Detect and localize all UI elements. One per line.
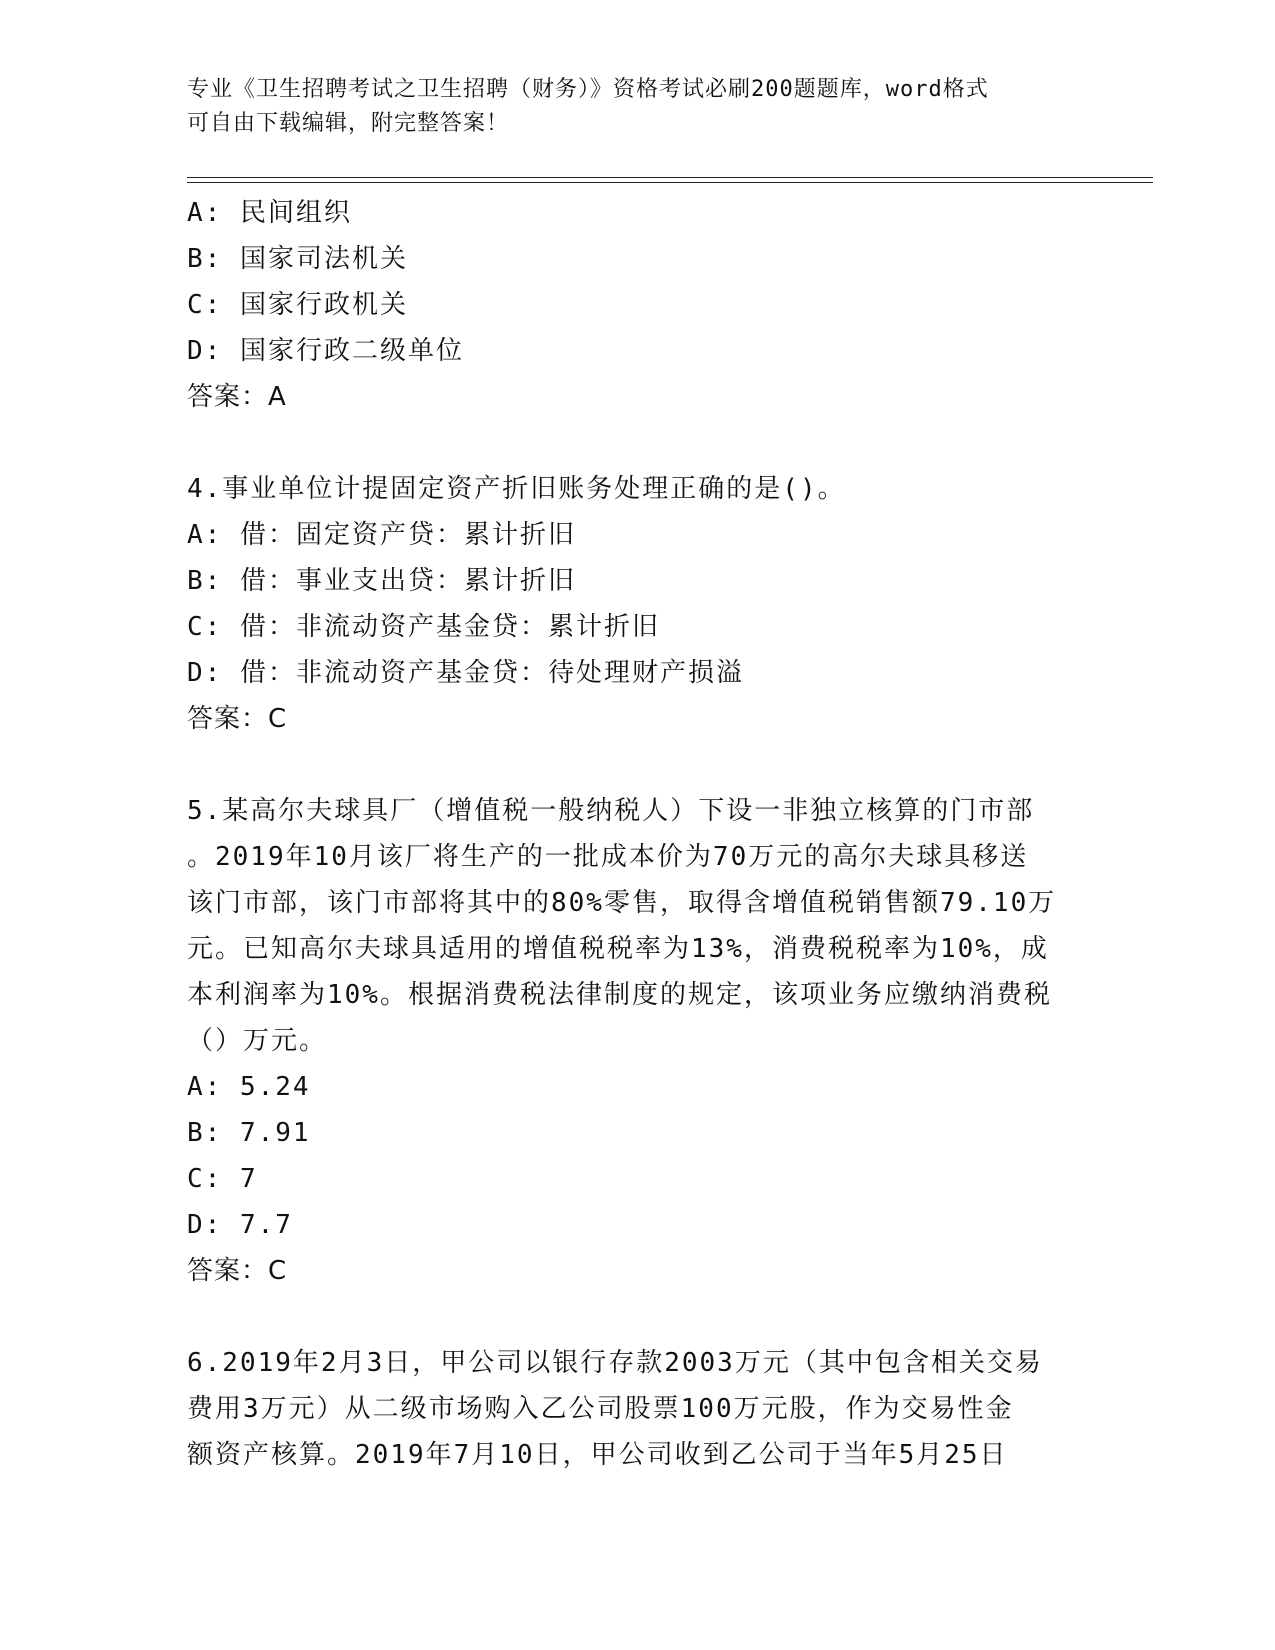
question-stem-line: 元。已知高尔夫球具适用的增值税税率为13%，消费税税率为10%，成	[187, 934, 1049, 964]
option-b: B: 7.91	[187, 1118, 311, 1148]
question-stem-line: （）万元。	[187, 1026, 328, 1056]
question-stem-line: 该门市部，该门市部将其中的80%零售，取得含增值税销售额79.10万	[187, 888, 1057, 918]
question-stem-line: 费用3万元）从二级市场购入乙公司股票100万元股，作为交易性金	[187, 1394, 1014, 1424]
header-divider-top	[187, 177, 1153, 178]
question-3	[187, 190, 1087, 420]
question-stem-line: 。2019年10月该厂将生产的一批成本价为70万元的高尔夫球具移送	[187, 842, 1029, 872]
question-content	[187, 190, 1087, 1478]
header-divider-bottom	[187, 182, 1153, 183]
question-stem-line: 6.2019年2月3日，甲公司以银行存款2003万元（其中包含相关交易	[187, 1348, 1043, 1378]
question-4	[187, 466, 1087, 742]
option-a: A: 民间组织	[187, 198, 352, 228]
answer: 答案：A	[187, 382, 287, 412]
question-stem-line: 额资产核算。2019年7月10日，甲公司收到乙公司于当年5月25日	[187, 1440, 1008, 1470]
spacer	[187, 1294, 1087, 1340]
question-stem-line: 5.某高尔夫球具厂（增值税一般纳税人）下设一非独立核算的门市部	[187, 796, 1035, 826]
answer: 答案：C	[187, 1256, 288, 1286]
question-stem: 4.事业单位计提固定资产折旧账务处理正确的是()。	[187, 474, 846, 504]
question-6	[187, 1340, 1087, 1478]
option-b: B: 国家司法机关	[187, 244, 408, 274]
header-title-line-1: 专业《卫生招聘考试之卫生招聘（财务）》资格考试必刷200题题库，word格式	[187, 77, 989, 102]
header-title-line-2: 可自由下载编辑，附完整答案！	[187, 111, 510, 136]
option-d: D: 借：非流动资产基金贷：待处理财产损溢	[187, 658, 744, 688]
option-b: B: 借：事业支出贷：累计折旧	[187, 566, 576, 596]
answer: 答案：C	[187, 704, 288, 734]
document-header	[187, 73, 1087, 141]
option-c: C: 借：非流动资产基金贷：累计折旧	[187, 612, 660, 642]
option-a: A: 5.24	[187, 1072, 311, 1102]
spacer	[187, 420, 1087, 466]
option-c: C: 国家行政机关	[187, 290, 408, 320]
question-5	[187, 788, 1087, 1294]
option-a: A: 借：固定资产贷：累计折旧	[187, 520, 576, 550]
question-stem-line: 本利润率为10%。根据消费税法律制度的规定，该项业务应缴纳消费税	[187, 980, 1052, 1010]
spacer	[187, 742, 1087, 788]
option-d: D: 7.7	[187, 1210, 293, 1240]
option-d: D: 国家行政二级单位	[187, 336, 464, 366]
option-c: C: 7	[187, 1164, 258, 1194]
